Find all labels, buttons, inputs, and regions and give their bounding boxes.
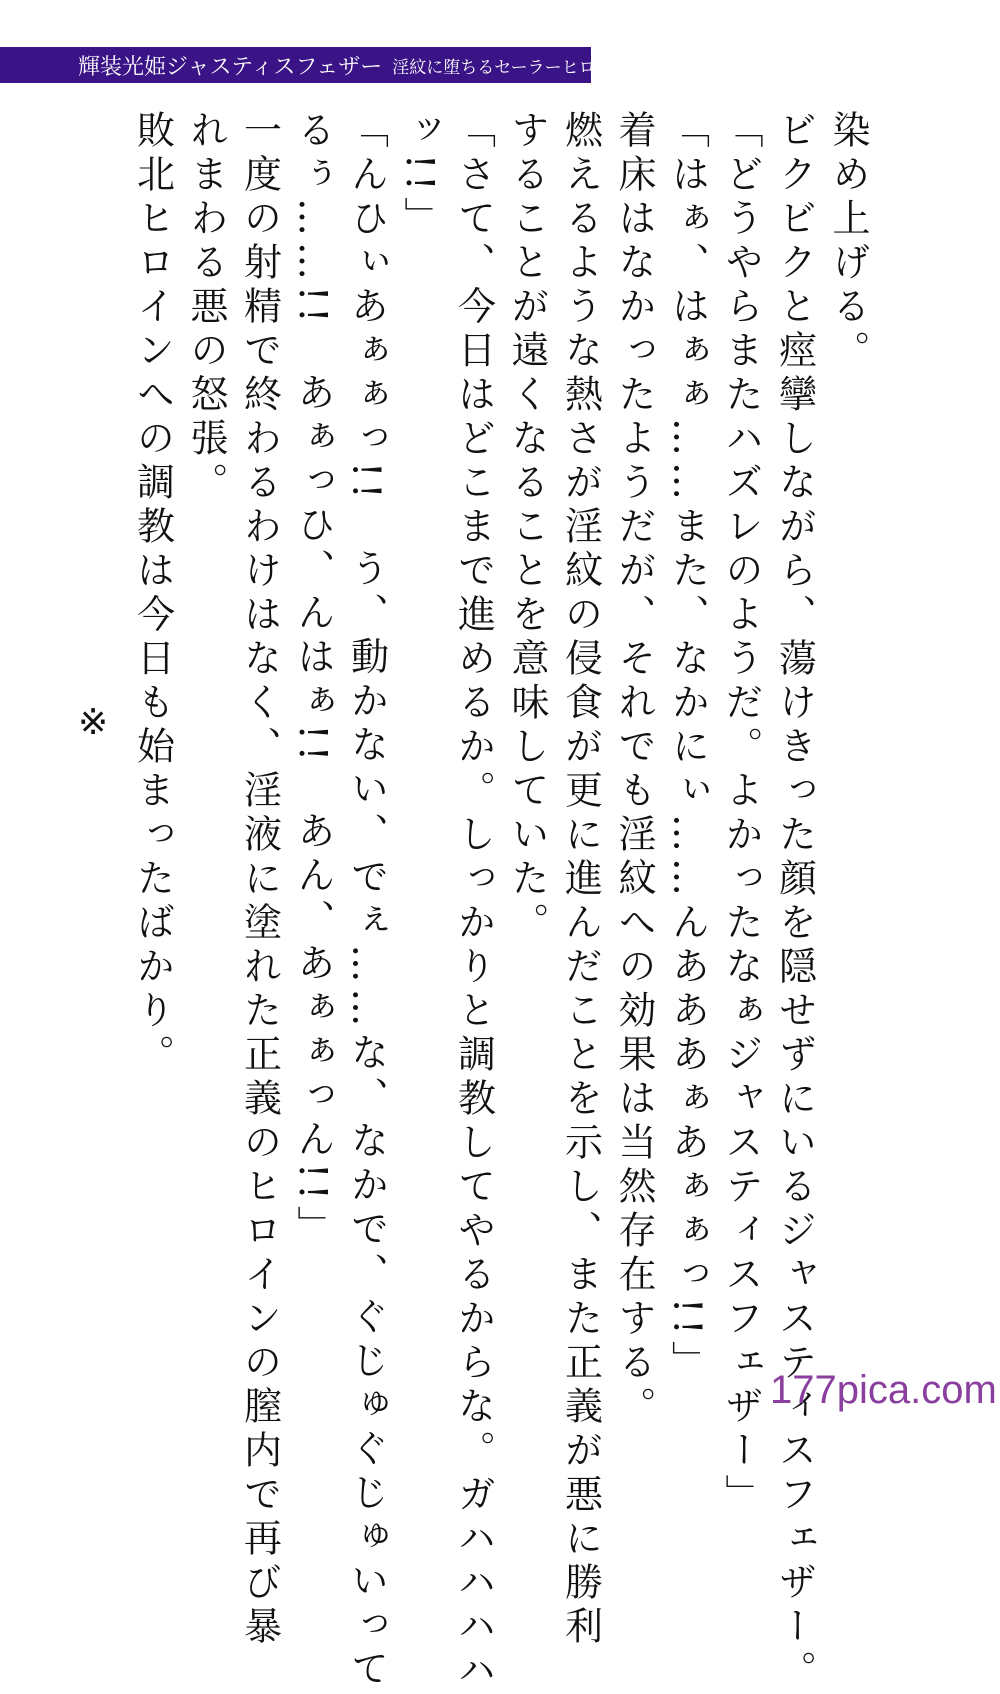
text-line: 染め上げる。 [826,110,870,374]
text-line: 「んひぃあぁぁっ!! う、動かない、でぇ……な、なかで、ぐじゅぐじゅいって [344,110,389,1693]
text-line: 「はぁ、はぁぁ……また、なかにぃ……んあああぁあぁぁっ!!」 [665,110,710,1385]
text-line: 「どうやらまたハズレのようだ。よかったなぁジャスティスフェザー」 [719,110,763,1518]
text-line: ッ!!」 [398,110,442,241]
book-subtitle: 淫紋に堕ちるセーラーヒロイン [392,57,630,78]
text-line: 着床はなかったようだが、それでも淫紋への効果は当然存在する。 [612,110,656,1430]
book-header-bar [0,47,630,83]
text-line: することが遠くなることを意味していた。 [505,110,549,946]
text-line: れまわる悪の怒張。 [184,110,228,506]
site-watermark: 177pica.com [770,1368,997,1412]
book-title: 輝装光姫ジャスティスフェザー [78,54,383,80]
section-end-mark: ※ [78,702,109,743]
text-line: 一度の射精で終わるわけはなく、淫液に塗れた正義のヒロインの膣内で再び暴 [237,110,282,1650]
text-line: ビクビクと痙攣しながら、蕩けきった顔を隠せずにいるジャスティスフェザー。 [772,110,817,1694]
text-line: 敗北ヒロインへの調教は今日も始まったばかり。 [130,110,175,1078]
text-line: 燃えるような熱さが淫紋の侵食が更に進んだことを示し、また正義が悪に勝利 [558,110,603,1650]
text-line: るぅ……!! あぁっひ、んはぁ!! あん、あぁぁっん!!」 [291,110,335,1250]
text-line: 「さて、今日はどこまで進めるか。しっかりと調教してやるからな。ガハハハハ [451,110,496,1694]
vertical-text-body [125,110,874,1694]
